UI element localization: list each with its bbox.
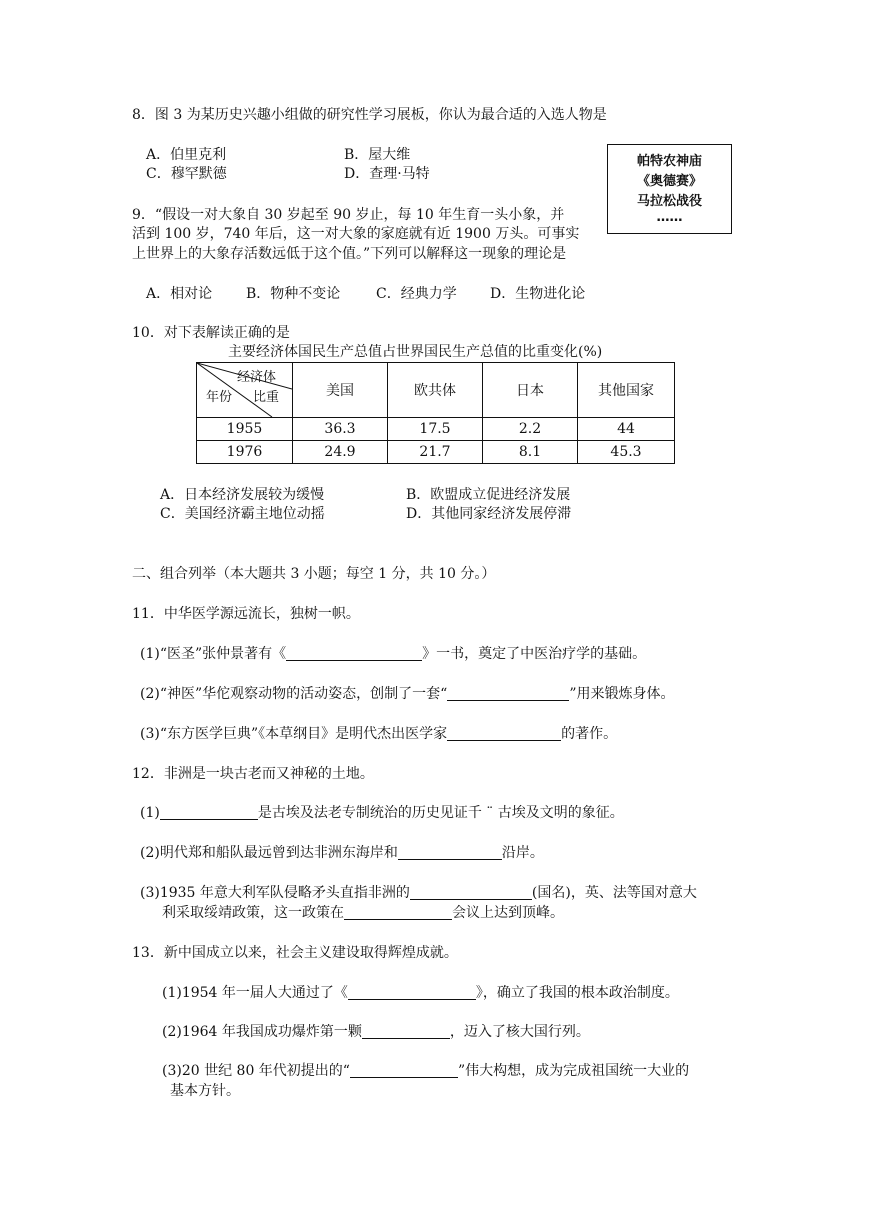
column-header: 美国 (293, 363, 388, 418)
answer-blank[interactable] (344, 905, 452, 920)
q11-part2-suffix: ”用来锻炼身体。 (569, 686, 675, 702)
answer-blank[interactable] (362, 1024, 450, 1039)
board-item: …… (656, 210, 683, 225)
q10-option-c: C．美国经济霸主地位动摇 (160, 506, 325, 522)
q11-part1-suffix: 》一书，奠定了中医治疗学的基础。 (422, 646, 647, 662)
q8-option-b: B．屋大维 (344, 147, 411, 163)
q13-part2-prefix: (2)1964 年我国成功爆炸第一颗 (162, 1024, 362, 1040)
q10-option-a: A．日本经济发展较为缓慢 (160, 487, 325, 503)
q11-part3-prefix: (3)“东方医学巨典”《本草纲目》是明代杰出医学家 (140, 726, 448, 742)
q12-part3-suffix: 会议上达到顶峰。 (452, 905, 564, 921)
q9-line2: 活到 100 岁，740 年后，这一对大象的家庭就有近 1900 万头。可事实 (132, 226, 580, 242)
q10-option-d: D．其他同家经济发展停滞 (406, 506, 572, 522)
q12-part3-prefix: (3)1935 年意大利军队侵略矛头直指非洲的 (140, 885, 410, 901)
q8-option-d: D．查理·马特 (344, 166, 430, 182)
answer-blank[interactable] (398, 845, 502, 860)
table-cell: 17.5 (388, 418, 483, 441)
q11-part3-suffix: 的著作。 (561, 726, 618, 742)
q12-part1-suffix: 是古埃及法老专制统治的历史见证千 ¨ 古埃及文明的象征。 (257, 805, 624, 821)
q12-part2-prefix: (2)明代郑和船队最远曾到达非洲东海岸和 (140, 845, 398, 861)
q9-option-c: C．经典力学 (376, 286, 457, 302)
q13-part2 (162, 1023, 590, 1041)
board-item: 马拉松战役 (636, 194, 702, 209)
q11-part2-prefix: (2)“神医”华佗观察动物的活动姿态，创制了一套“ (140, 686, 448, 702)
corner-label-year: 年份 (206, 390, 233, 405)
q9-option-d: D．生物进化论 (490, 286, 586, 302)
q12-part3-line2 (162, 904, 564, 922)
table-cell: 8.1 (483, 441, 578, 464)
q8-stem: 8．图 3 为某历史兴趣小组做的研究性学习展板，你认为最合适的入选人物是 (132, 107, 607, 123)
q13-part1-suffix: 》，确立了我国的根本政治制度。 (475, 985, 679, 1001)
corner-label-economy: 经济体 (237, 370, 277, 385)
table-cell: 2.2 (483, 418, 578, 441)
q13-part1 (162, 984, 679, 1002)
answer-blank[interactable] (350, 1063, 458, 1078)
q11-part1 (140, 645, 646, 663)
q13-part2-suffix: ，迈入了核大国行列。 (449, 1024, 590, 1040)
table-cell: 1976 (197, 441, 293, 464)
q9-line1: 9．“假设一对大象自 30 岁起至 90 岁止，每 10 年生育一头小象，并 (132, 207, 565, 223)
q12-part1-prefix: (1) (140, 805, 160, 821)
answer-blank[interactable] (286, 646, 422, 661)
board-item: 《奥德赛》 (636, 174, 702, 189)
q12-part1 (140, 804, 624, 822)
q13-part3-suffix: ”伟大构想，成为完成祖国统一大业的 (457, 1063, 690, 1079)
q13-part1-prefix: (1)1954 年一届人大通过了《 (162, 985, 348, 1001)
column-header: 其他国家 (578, 363, 675, 418)
q12-stem: 12．非洲是一块古老而又神秘的土地。 (132, 766, 374, 782)
table-header-row (197, 363, 675, 418)
board-item: 帕特农神庙 (636, 154, 702, 169)
table-corner-cell (197, 363, 293, 418)
q12-part2-suffix: 沿岸。 (501, 845, 544, 861)
economy-table (196, 362, 675, 464)
q13-part3-line1 (162, 1062, 689, 1080)
table-cell: 45.3 (578, 441, 675, 464)
exhibit-board (607, 144, 732, 234)
q12-part3-continue: 利采取绥靖政策，这一政策在 (162, 905, 344, 921)
q11-stem: 11．中华医学源远流长，独树一帜。 (132, 606, 360, 622)
q11-part1-prefix: (1)“医圣”张仲景著有《 (140, 646, 287, 662)
table-cell: 21.7 (388, 441, 483, 464)
q8-option-a: A．伯里克利 (146, 147, 227, 163)
answer-blank[interactable] (348, 985, 476, 1000)
q10-option-b: B．欧盟成立促进经济发展 (406, 487, 571, 503)
column-header: 日本 (483, 363, 578, 418)
table-title: 主要经济体国民生产总值占世界国民生产总值的比重变化(%) (228, 344, 603, 360)
column-header: 欧共体 (388, 363, 483, 418)
section-heading: 二、组合列举（本大题共 3 小题；每空 1 分，共 10 分。） (132, 566, 496, 582)
answer-blank[interactable] (447, 726, 561, 741)
table-cell: 44 (578, 418, 675, 441)
q13-stem: 13．新中国成立以来，社会主义建设取得辉煌成就。 (132, 945, 458, 961)
q13-part3-line2: 基本方针。 (170, 1083, 240, 1099)
table-cell: 36.3 (293, 418, 388, 441)
table-cell: 1955 (197, 418, 293, 441)
q12-part3-middle: (国名)，英、法等国对意大 (531, 885, 697, 901)
q11-part2 (140, 685, 674, 703)
q8-option-c: C．穆罕默德 (146, 166, 227, 182)
q9-option-b: B．物种不变论 (246, 286, 341, 302)
table-cell: 24.9 (293, 441, 388, 464)
answer-blank[interactable] (410, 885, 532, 900)
q12-part3-line1 (140, 884, 697, 902)
corner-label-share: 比重 (253, 390, 280, 405)
q12-part2 (140, 844, 544, 862)
q13-part3-prefix: (3)20 世纪 80 年代初提出的“ (162, 1063, 350, 1079)
q9-option-a: A．相对论 (146, 286, 213, 302)
answer-blank[interactable] (160, 805, 258, 820)
table-row (197, 441, 675, 464)
q9-line3: 上世界上的大象存活数远低于这个值。”下列可以解释这一现象的理论是 (132, 246, 567, 262)
table-row (197, 418, 675, 441)
q11-part3 (140, 725, 617, 743)
answer-blank[interactable] (447, 686, 569, 701)
q10-stem: 10．对下表解读正确的是 (132, 325, 290, 341)
